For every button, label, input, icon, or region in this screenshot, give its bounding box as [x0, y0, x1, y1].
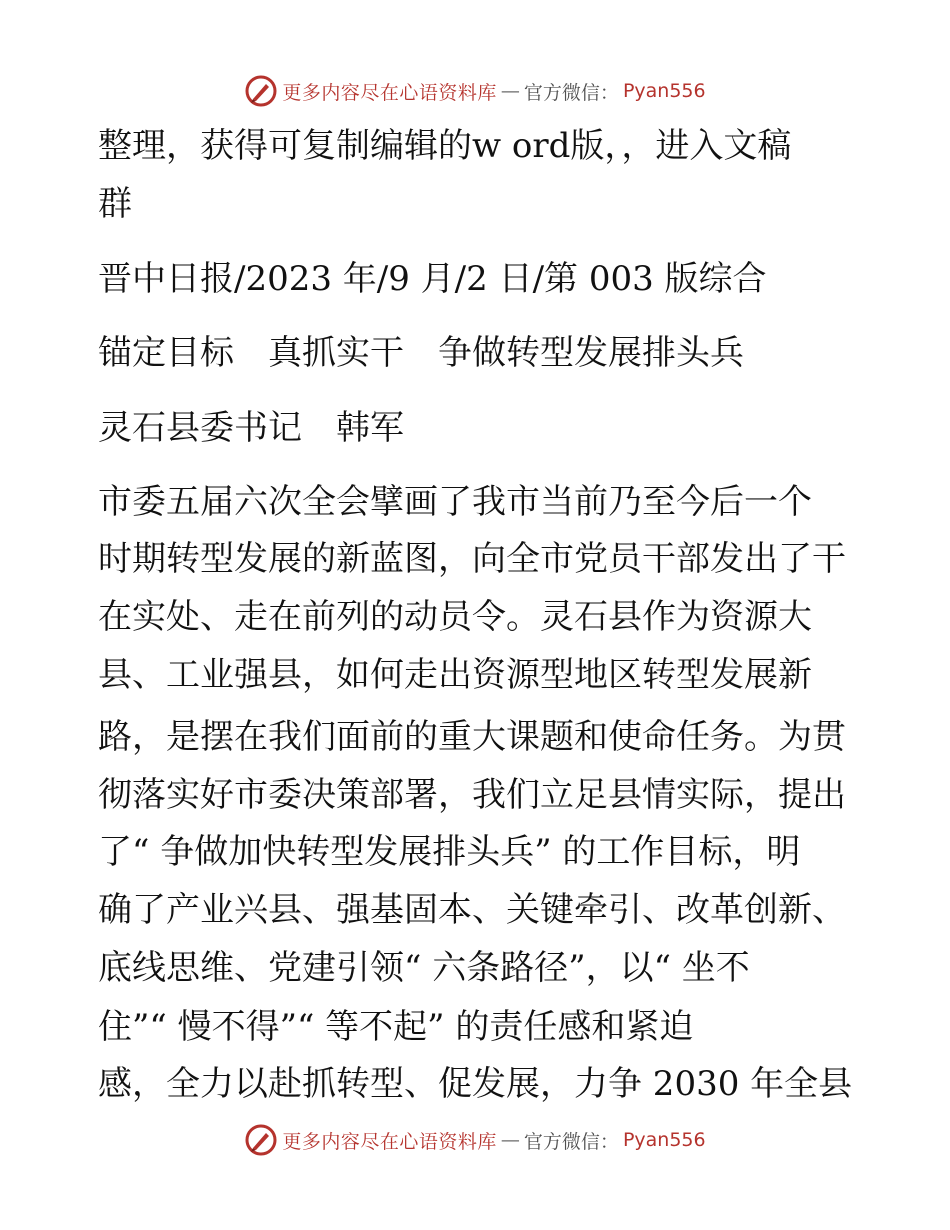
article-title: 锚定目标 真抓实干 争做转型发展排头兵	[98, 333, 744, 373]
watermark-wechat-id: Pyan556	[622, 1129, 706, 1151]
body-line: 县、工业强县，如何走出资源型地区转型发展新	[98, 655, 812, 695]
body-line: 底线思维、党建引领“ 六条路径”，以“ 坐不	[98, 948, 750, 988]
watermark-footer	[0, 1120, 950, 1160]
watermark-site-text: 更多内容尽在心语资料库	[282, 81, 497, 104]
pen-logo-icon	[244, 74, 278, 108]
author-line: 灵石县委书记 韩军	[98, 408, 404, 448]
body-line: 在实处、走在前列的动员令。灵石县作为资源大	[98, 597, 812, 637]
body-line: 住”“ 慢不得”“ 等不起” 的责任感和紧迫	[98, 1007, 694, 1047]
source-line: 晋中日报/2023 年/9 月/2 日/第 003 版综合	[98, 259, 767, 299]
watermark-header	[0, 71, 950, 111]
body-line: 市委五届六次全会擘画了我市当前乃至今后一个	[98, 482, 812, 522]
watermark-wechat-id: Pyan556	[622, 80, 706, 102]
watermark-separator: —	[500, 1129, 520, 1151]
body-line: 彻落实好市委决策部署，我们立足县情实际，提出	[98, 775, 846, 815]
body-line: 了“ 争做加快转型发展排头兵” 的工作目标，明	[98, 832, 801, 872]
watermark-separator: —	[500, 80, 520, 102]
watermark-wechat-label: 官方微信：	[523, 1130, 619, 1153]
body-line: 时期转型发展的新蓝图，向全市党员干部发出了干	[98, 539, 846, 579]
body-line: 群	[98, 184, 132, 224]
pen-logo-icon	[244, 1123, 278, 1157]
body-line: 感，全力以赴抓转型、促发展，力争 2030 年全县	[98, 1064, 853, 1104]
watermark-site-text: 更多内容尽在心语资料库	[282, 1130, 497, 1153]
body-line: 路，是摆在我们面前的重大课题和使命任务。为贯	[98, 717, 846, 757]
watermark-wechat-label: 官方微信：	[523, 81, 619, 104]
body-line: 整理，获得可复制编辑的w ord版，，进入文稿	[98, 126, 792, 166]
body-line: 确了产业兴县、强基固本、关键牵引、改革创新、	[98, 890, 846, 930]
